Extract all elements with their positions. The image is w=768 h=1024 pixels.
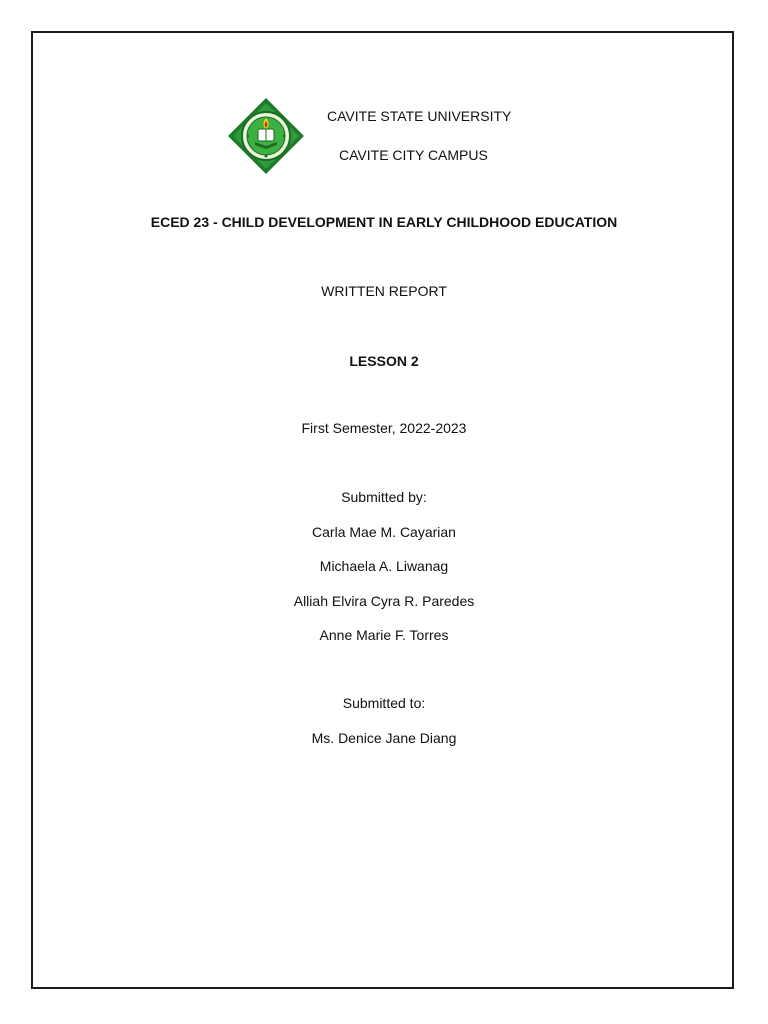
submitted-to-label: Submitted to:	[342, 695, 426, 711]
report-type: WRITTEN REPORT	[321, 283, 447, 299]
campus-name: CAVITE CITY CAMPUS	[339, 147, 488, 163]
course-title: ECED 23 - CHILD DEVELOPMENT IN EARLY CHILDHOOD EDUCATION	[150, 214, 618, 230]
university-seal-icon	[226, 96, 306, 176]
submitter-name: Anne Marie F. Torres	[319, 627, 449, 643]
submitter-name: Michaela A. Liwanag	[319, 558, 449, 574]
submitted-by-label: Submitted by:	[341, 489, 427, 505]
semester: First Semester, 2022-2023	[301, 420, 467, 436]
submitter-name: Alliah Elvira Cyra R. Paredes	[293, 593, 475, 609]
lesson-title: LESSON 2	[349, 353, 419, 369]
instructor-name: Ms. Denice Jane Diang	[311, 730, 457, 746]
document-header	[0, 96, 768, 176]
university-name: CAVITE STATE UNIVERSITY	[327, 108, 512, 124]
submitter-name: Carla Mae M. Cayarian	[312, 524, 456, 540]
